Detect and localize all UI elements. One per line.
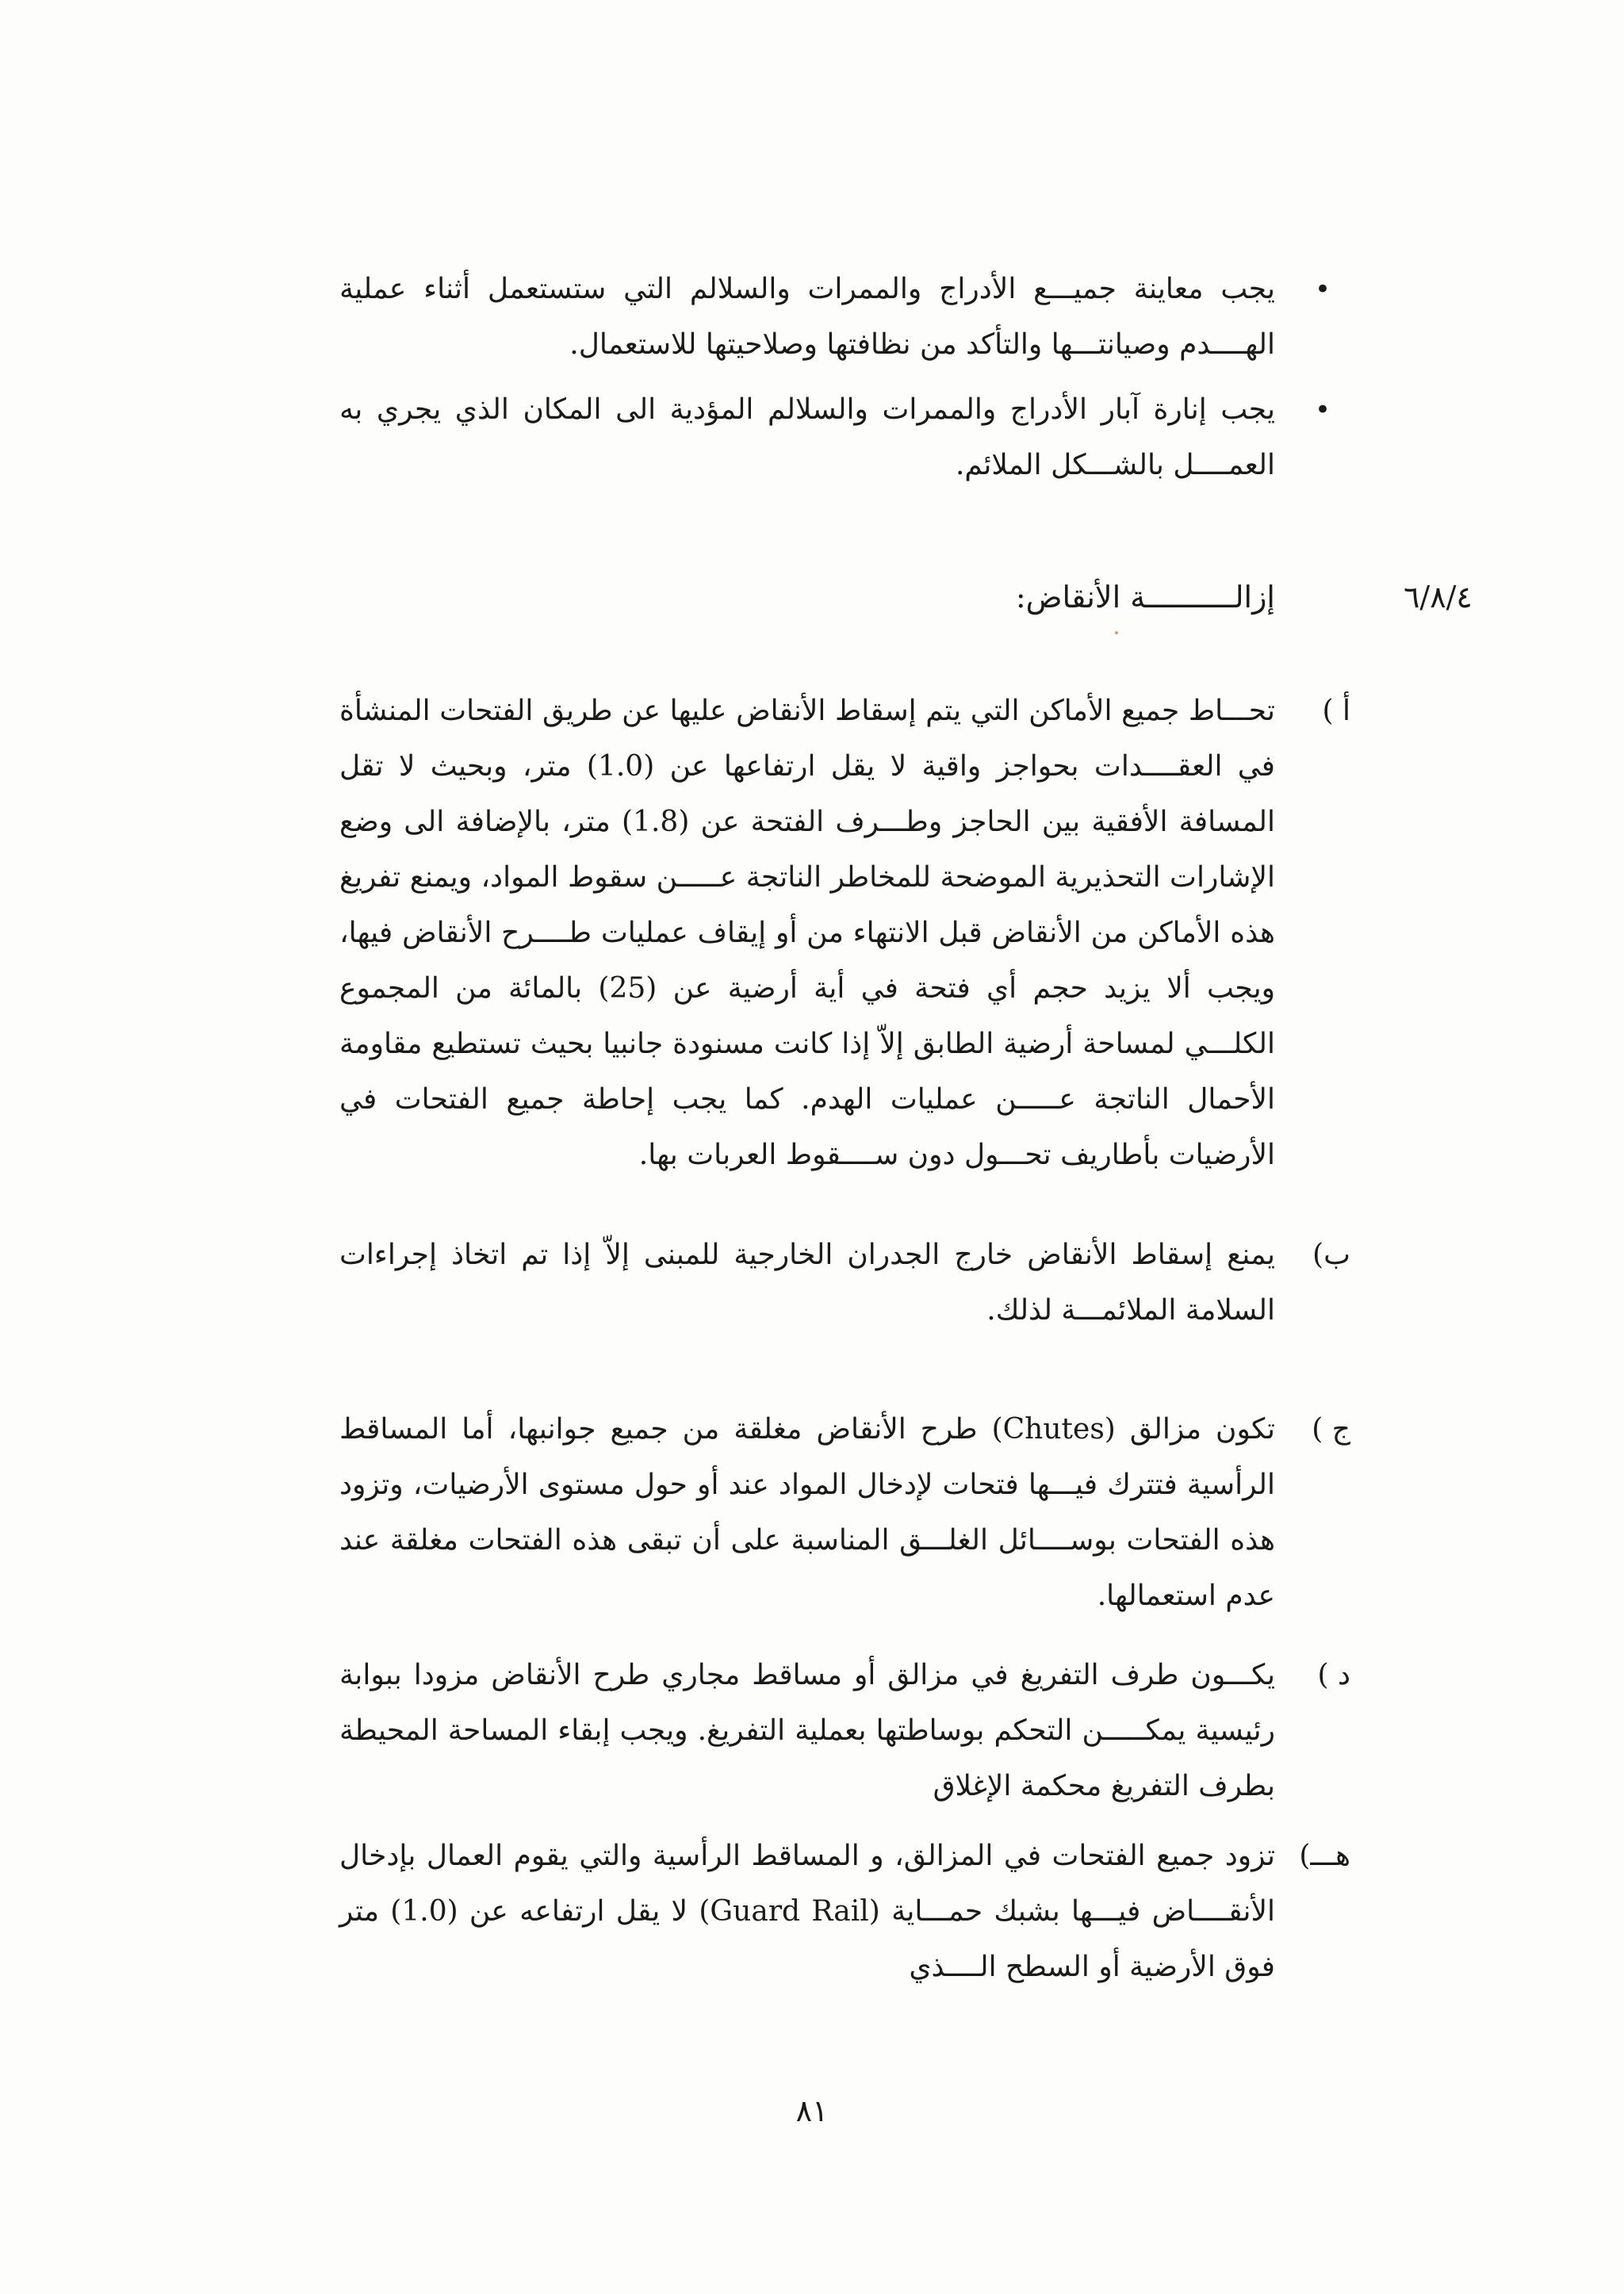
bullet-mark: • <box>1314 394 1331 426</box>
bullet-paragraph: يجب معاينة جميـــع الأدراج والممرات والسلالم التي ستستعمل أثناء عملية الهــــدم وصيانتـــها والتأكد من نظافتها وصلاحيتها للاستعمال. <box>339 273 1275 361</box>
item-label: هـــ) <box>1299 1840 1350 1872</box>
item-paragraph: يمنع إسقاط الأنقاض خارج الجدران الخارجية للمبنى إلاّ إذا تم اتخاذ إجراءات السلامة الملائمـــة لذلك. <box>339 1239 1275 1327</box>
item-label: ج ) <box>1312 1413 1350 1446</box>
bullet-mark: • <box>1314 274 1331 305</box>
item-label: د ) <box>1317 1659 1350 1691</box>
scan-speck <box>1115 631 1118 634</box>
page-number: ٨١ <box>795 2093 829 2128</box>
item-label: ب) <box>1312 1239 1350 1271</box>
item-paragraph: تكون مزالق (Chutes) طرح الأنقاض مغلقة من جميع جوانبها، أما المساقط الرأسية فتترك فيـــها فتحات لإدخال المواد عند أو حول مستوى الأرضيات، وتزود هذه الفتحات بوســــائل الغلـــق المناسبة على أن تبقى هذه الفتحات مغلقة عند عدم استعمالها. <box>339 1413 1275 1612</box>
bullet-paragraph: يجب إنارة آبار الأدراج والممرات والسلالم المؤدية الى المكان الذي يجري به العمــــل بالشـــكل الملائم. <box>339 393 1275 481</box>
section-title: إزالــــــــــة الأنقاض: <box>1015 580 1275 615</box>
item-paragraph: يكـــون طرف التفريغ في مزالق أو مساقط مجاري طرح الأنقاض مزودا ببوابة رئيسية يمكـــــن التحكم بوساطتها بعملية التفريغ. ويجب إبقاء المساحة المحيطة بطرف التفريغ محكمة الإغلاق <box>339 1659 1275 1802</box>
section-number: ٦/٨/٤ <box>1404 580 1473 615</box>
item-paragraph: تزود جميع الفتحات في المزالق، و المساقط الرأسية والتي يقوم العمال بإدخال الأنقــــاض فيـــها بشبك حمـــاية (Guard Rail) لا يقل ارتفاعه عن (1.0) متر فوق الأرضية أو السطح الــــذي <box>339 1840 1276 1983</box>
item-label: أ ) <box>1322 695 1350 727</box>
item-paragraph: تحـــاط جميع الأماكن التي يتم إسقاط الأنقاض عليها عن طريق الفتحات المنشأة في العقــــدات بحواجز واقية لا يقل ارتفاعها عن (1.0) متر، وبحيث لا تقل المسافة الأفقية بين الحاجز وطـــرف الفتحة عن (1.8) متر، بالإضافة الى وضع الإشارات التحذيرية الموضحة للمخاطر الناتجة عـــــن سقوط المواد، ويمنع تفريغ هذه الأماكن من الأنقاض قبل الانتهاء من أو إيقاف عمليات طــــرح الأنقاض فيها، ويجب ألا يزيد حجم أي فتحة في أية أرضية عن (25) بالمائة من المجموع الكلـــي لمساحة أرضية الطابق إلاّ إذا كانت مسنودة جانبيا بحيث تستطيع مقاومة الأحمال الناتجة عـــــن عمليات الهدم. كما يجب إحاطة جميع الفتحات في الأرضيات بأطاريف تحـــول دون ســــقوط العربات بها. <box>339 695 1276 1171</box>
